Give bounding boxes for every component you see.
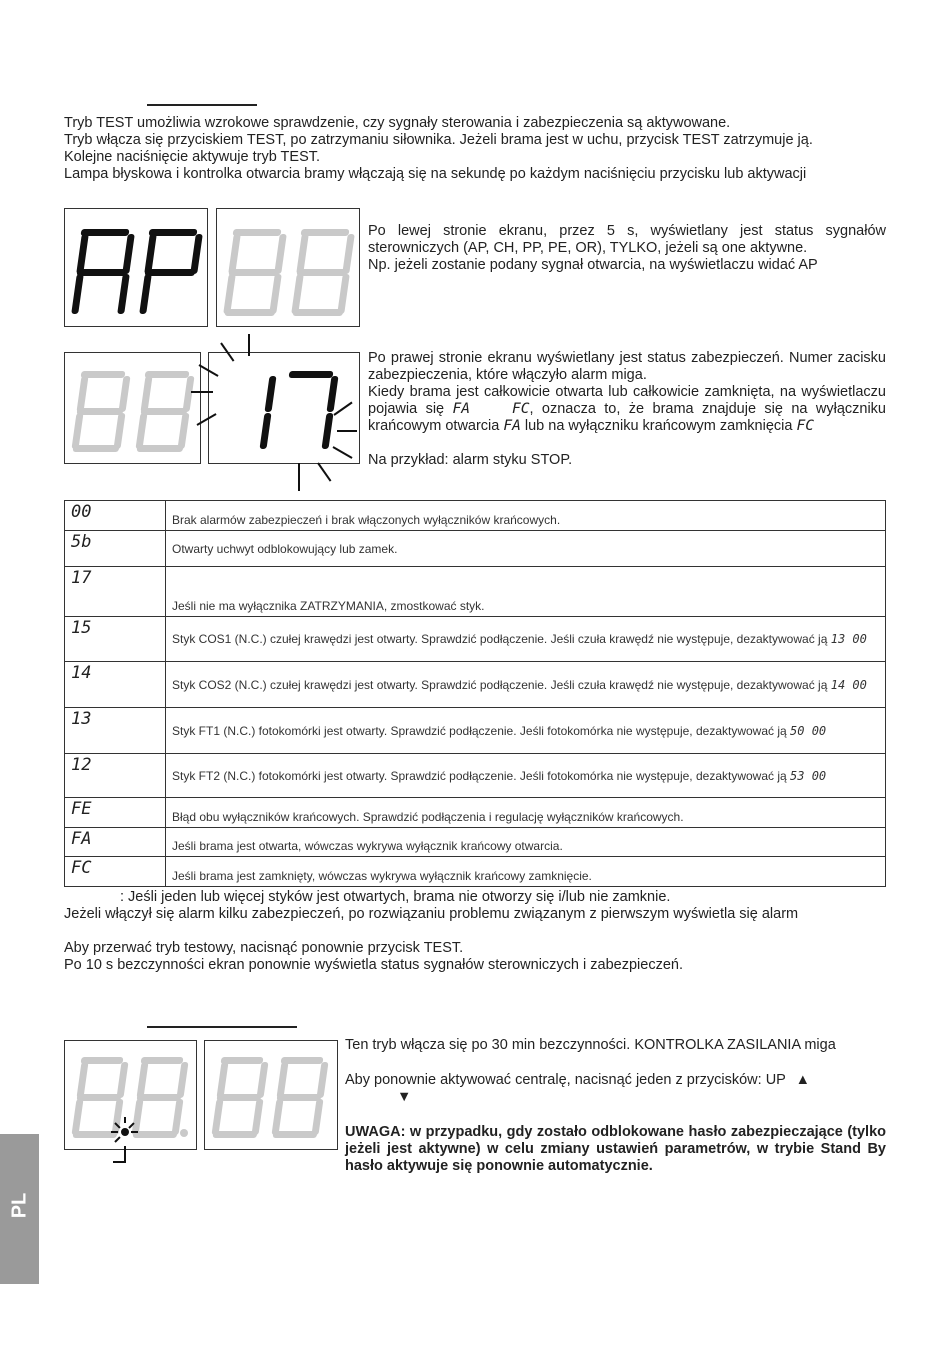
code-value: 13 00	[830, 632, 867, 646]
alarm-desc	[166, 662, 886, 708]
text-part: , oznacza to, że brama znajduje się na wyłączniku krańcowym otwarcia	[368, 401, 886, 434]
intro-line: Tryb TEST umożliwia wzrokowe sprawdzenie, czy sygnały sterowania i zabezpieczenia są aktywowane.	[64, 115, 731, 131]
segment	[326, 376, 338, 412]
intro-line: Lampa błyskowa i kontrolka otwarcia bramy włączają się na sekundę po każdym naciśnięciu przycisku lub aktywacji	[64, 166, 807, 182]
segment	[269, 274, 282, 314]
segment	[293, 309, 344, 316]
alarm-desc: Jeśli brama jest otwarta, wówczas wykrywa wyłącznik krańcowy otwarcia.	[166, 828, 886, 857]
segment	[274, 234, 287, 274]
intro-line: Tryb włącza się przyciskiem TEST, po zatrzymaniu siłownika. Jeżeli brama jest w uchu, przycisk TEST zatrzymuje ją.	[64, 132, 813, 148]
down-arrow-icon: ▼	[397, 1089, 412, 1105]
alarm-code: 5b	[65, 531, 166, 567]
example-text: Na przykład: alarm styku STOP.	[368, 452, 573, 468]
segment	[76, 1062, 88, 1098]
display-standby-left	[64, 1040, 197, 1150]
segment	[71, 413, 83, 449]
segment	[277, 1094, 322, 1101]
segment	[77, 269, 128, 276]
text-part: Aby ponownie aktywować centralę, nacisnąć jeden z przycisków: UP	[345, 1072, 786, 1088]
segment	[316, 1062, 328, 1098]
segment	[296, 234, 309, 274]
table-row	[65, 857, 886, 887]
segment	[77, 408, 124, 415]
segment	[71, 1099, 83, 1135]
display-88-left	[64, 352, 201, 464]
segment	[276, 1062, 288, 1098]
table-row	[65, 501, 886, 531]
note-line: Po 10 s bezczynności ekran ponownie wyświetla status sygnałów sterowniczych i zabezpieczeń.	[64, 957, 683, 973]
text-part: Kiedy brama jest całkowicie otwarta lub całkowicie zamknięta, na wyświetlaczu pojawia się	[368, 384, 886, 417]
alarm-desc: Otwarty uchwyt odblokowujący lub zamek.	[166, 531, 886, 567]
segment	[71, 274, 84, 314]
blink-ray	[337, 430, 357, 432]
segment	[259, 413, 271, 449]
power-led-dot	[121, 1128, 129, 1136]
segment	[176, 1062, 188, 1098]
segment	[133, 1131, 178, 1138]
table-row	[65, 567, 886, 617]
segment	[342, 234, 355, 274]
segment	[141, 408, 188, 415]
alarm-code: 13	[65, 708, 166, 754]
desc-text: Styk FT2 (N.C.) fotokomórki jest otwarty. Sprawdzić podłączenie. Jeśli fotokomórka nie występuje, dezaktywować ją	[172, 768, 787, 783]
segment	[271, 1099, 283, 1135]
language-tab	[0, 1134, 39, 1284]
paragraph	[368, 384, 886, 435]
blink-ray	[317, 462, 331, 481]
paragraph: Ten tryb włącza się po 30 min bezczynności. KONTROLKA ZASILANIA miga	[345, 1037, 836, 1053]
segment	[137, 1094, 182, 1101]
alarm-desc: Brak alarmów zabezpieczeń i brak włączonych wyłączników krańcowych.	[166, 501, 886, 531]
paragraph: Po lewej stronie ekranu, przez 5 s, wyświetlany jest status sygnałów sterowniczych (AP, CH, PP, PE, OR), TYLKO, jeżeli są one aktywne.	[368, 223, 886, 256]
segment	[251, 1099, 263, 1135]
blink-ray	[248, 334, 250, 356]
blink-ray	[298, 463, 300, 491]
segment	[337, 274, 350, 314]
segment	[228, 234, 241, 274]
code-value: 14 00	[830, 677, 867, 692]
segment	[223, 274, 236, 314]
alarm-table	[64, 500, 886, 887]
alarm-code: 00	[65, 501, 166, 531]
section-rule-test	[147, 104, 257, 106]
segment	[144, 234, 157, 274]
table-row	[65, 617, 886, 662]
table-row	[65, 754, 886, 798]
segment	[118, 376, 130, 412]
alarm-code: 15	[65, 617, 166, 662]
decimal-point	[180, 1129, 188, 1137]
alarm-code: FA	[65, 828, 166, 857]
desc-text: Styk COS2 (N.C.) czułej krawędzi jest otwarty. Sprawdzić podłączenie. Jeśli czuła krawędź nie występuje, dezaktywować ją	[172, 677, 828, 692]
code-fc: FC	[796, 418, 814, 434]
segment	[116, 1062, 128, 1098]
blink-ray	[111, 1131, 118, 1133]
segment	[76, 234, 89, 274]
display-ap-left	[64, 208, 208, 327]
paragraph: Po prawej stronie ekranu wyświetlany jest status zabezpieczeń. Numer zacisku zabezpieczenia, które włączyło alarm miga.	[368, 350, 886, 383]
segment	[182, 376, 194, 412]
segment	[225, 309, 276, 316]
segment	[273, 1131, 318, 1138]
alarm-desc	[166, 754, 886, 798]
table-row	[65, 531, 886, 567]
segment	[217, 1094, 262, 1101]
after-table-notes	[64, 889, 894, 974]
intro-line: Kolejne naciśnięcie aktywuje tryb TEST.	[64, 149, 321, 165]
segment	[131, 1099, 143, 1135]
segment	[135, 413, 147, 449]
note-line: : Jeśli jeden lub więcej styków jest otwartych, brama nie otworzy się i/lub nie zamknie.	[120, 889, 671, 905]
blink-ray	[191, 391, 213, 393]
up-arrow-icon: ▲	[795, 1072, 810, 1088]
alarm-code: FC	[65, 857, 166, 887]
text-part: lub na wyłączniku krańcowym zamknięcia	[524, 418, 793, 434]
table-row	[65, 828, 886, 857]
segment	[145, 269, 196, 276]
alarm-code: 14	[65, 662, 166, 708]
segment	[264, 376, 276, 412]
segment	[140, 376, 152, 412]
alarm-desc: Jeśli nie ma wyłącznika ZATRZYMANIA, zmostkować styk.	[166, 567, 886, 617]
note-line: Jeżeli włączył się alarm kilku zabezpieczeń, po rozwiązaniu problemu związanym z pierwszym wyświetla się alarm	[64, 906, 799, 922]
table-row	[65, 708, 886, 754]
segment	[137, 445, 184, 452]
paragraph: Np. jeżeli zostanie podany sygnał otwarcia, na wyświetlaczu widać AP	[368, 257, 818, 273]
alarm-desc: Jeśli brama jest zamknięty, wówczas wykrywa wyłącznik krańcowy zamknięcie.	[166, 857, 886, 887]
display-standby-right	[204, 1040, 338, 1150]
desc-text: Styk COS1 (N.C.) czułej krawędzi jest otwarty. Sprawdzić podłączenie. Jeśli czuła krawędź nie występuje, dezaktywować ją	[172, 632, 828, 646]
desc-text: Styk FT1 (N.C.) fotokomórki jest otwarty. Sprawdzić podłączenie. Jeśli fotokomórka nie występuje, dezaktywować ją	[172, 723, 787, 738]
table-row	[65, 798, 886, 828]
segment	[311, 1099, 323, 1135]
blink-ray	[131, 1131, 138, 1133]
alarm-code: FE	[65, 798, 166, 828]
warning-text: UWAGA: w przypadku, gdy zostało odblokowane hasło zabezpieczające (tylko jeżeli jest aktywne) w celu zmiany ustawień parametrów, w trybie Stand By hasło aktywuje się ponownie automatycznie.	[345, 1124, 886, 1174]
paragraph	[345, 1072, 886, 1089]
segment	[291, 274, 304, 314]
code-fa: FA	[452, 401, 470, 417]
segment	[213, 1131, 258, 1138]
table-row	[65, 662, 886, 708]
segment	[211, 1099, 223, 1135]
segment	[297, 269, 348, 276]
code-fa: FA	[503, 418, 521, 434]
segment	[73, 445, 120, 452]
segment	[113, 413, 125, 449]
segment	[256, 1062, 268, 1098]
segment	[76, 376, 88, 412]
right-display-text	[368, 350, 886, 469]
test-intro	[64, 115, 894, 183]
alarm-desc: Błąd obu wyłączników krańcowych. Sprawdzić podłączenia i regulację wyłączników krańcowych.	[166, 798, 886, 828]
section-rule-standby	[147, 1026, 297, 1028]
segment	[289, 371, 334, 378]
segment	[139, 274, 152, 314]
segment	[229, 269, 280, 276]
standby-text	[345, 1037, 886, 1175]
code-value: 50 00	[790, 723, 827, 738]
code-fc: FC	[511, 401, 530, 417]
display-88-right	[216, 208, 360, 327]
display-17-right	[208, 352, 360, 464]
alarm-code: 17	[65, 567, 166, 617]
alarm-desc	[166, 617, 886, 662]
segment	[190, 234, 203, 274]
note-line: Aby przerwać tryb testowy, nacisnąć ponownie przycisk TEST.	[64, 940, 464, 956]
pointer-line	[113, 1161, 126, 1163]
segment	[117, 274, 130, 314]
segment	[77, 1094, 122, 1101]
segment	[216, 1062, 228, 1098]
code-value: 53 00	[790, 768, 827, 783]
language-label: PL	[8, 1192, 31, 1219]
segment	[122, 234, 135, 274]
segment	[321, 413, 333, 449]
segment	[136, 1062, 148, 1098]
segment	[177, 413, 189, 449]
alarm-code: 12	[65, 754, 166, 798]
left-display-text	[368, 223, 886, 274]
blink-ray	[124, 1117, 126, 1123]
alarm-desc	[166, 708, 886, 754]
